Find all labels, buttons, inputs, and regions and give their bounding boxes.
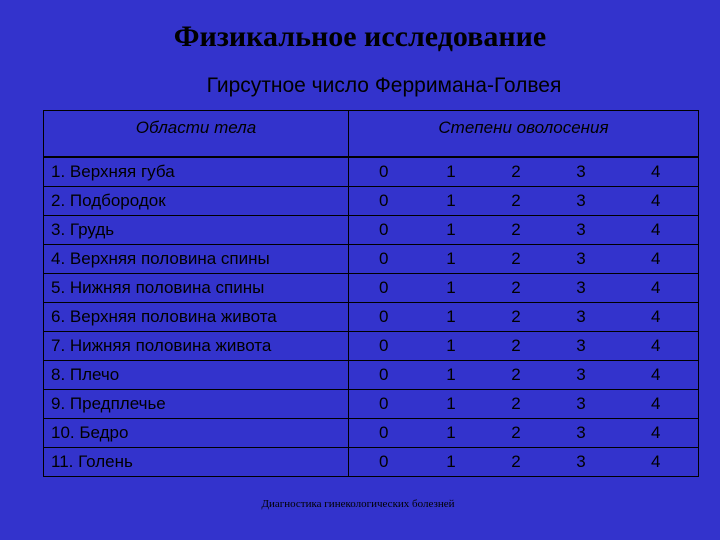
- degree-cell: 0: [349, 216, 419, 245]
- degree-cell: 4: [614, 157, 699, 187]
- body-area-cell: 2. Подбородок: [44, 187, 349, 216]
- table-row: [44, 216, 699, 245]
- body-area-cell: 8. Плечо: [44, 361, 349, 390]
- body-area-cell: 5. Нижняя половина спины: [44, 274, 349, 303]
- degree-cell: 1: [419, 361, 484, 390]
- degree-cell: 0: [349, 390, 419, 419]
- table-row: [44, 187, 699, 216]
- table-row: [44, 157, 699, 187]
- body-area-cell: 1. Верхняя губа: [44, 157, 349, 187]
- degree-cell: 4: [614, 332, 699, 361]
- degree-cell: 1: [419, 332, 484, 361]
- table-row: [44, 303, 699, 332]
- header-degrees: Степени оволосения: [349, 111, 699, 158]
- degree-cell: 0: [349, 448, 419, 477]
- degree-cell: 0: [349, 332, 419, 361]
- degree-cell: 1: [419, 448, 484, 477]
- table-row: [44, 245, 699, 274]
- degree-cell: 1: [419, 216, 484, 245]
- degree-cell: 0: [349, 419, 419, 448]
- degree-cell: 3: [549, 390, 614, 419]
- hirsutism-table: [43, 110, 699, 477]
- degree-cell: 1: [419, 187, 484, 216]
- degree-cell: 2: [484, 216, 549, 245]
- degree-cell: 4: [614, 448, 699, 477]
- degree-cell: 4: [614, 187, 699, 216]
- table-row: [44, 419, 699, 448]
- degree-cell: 3: [549, 187, 614, 216]
- degree-cell: 4: [614, 303, 699, 332]
- degree-cell: 2: [484, 390, 549, 419]
- degree-cell: 2: [484, 361, 549, 390]
- degree-cell: 4: [614, 216, 699, 245]
- degree-cell: 0: [349, 157, 419, 187]
- degree-cell: 3: [549, 274, 614, 303]
- table-row: [44, 274, 699, 303]
- body-area-cell: 6. Верхняя половина живота: [44, 303, 349, 332]
- degree-cell: 0: [349, 187, 419, 216]
- degree-cell: 3: [549, 157, 614, 187]
- degree-cell: 2: [484, 332, 549, 361]
- table-row: [44, 332, 699, 361]
- degree-cell: 2: [484, 157, 549, 187]
- degree-cell: 2: [484, 419, 549, 448]
- degree-cell: 3: [549, 303, 614, 332]
- table-header-row: [44, 111, 699, 158]
- degree-cell: 0: [349, 274, 419, 303]
- table-row: [44, 390, 699, 419]
- degree-cell: 2: [484, 187, 549, 216]
- degree-cell: 3: [549, 361, 614, 390]
- degree-cell: 3: [549, 448, 614, 477]
- table-row: [44, 448, 699, 477]
- header-areas: Области тела: [44, 111, 349, 158]
- degree-cell: 3: [549, 216, 614, 245]
- degree-cell: 3: [549, 419, 614, 448]
- slide-footer: Диагностика гинекологических болезней: [261, 498, 455, 510]
- degree-cell: 4: [614, 390, 699, 419]
- body-area-cell: 7. Нижняя половина живота: [44, 332, 349, 361]
- page-title: Физикальное исследование: [173, 20, 547, 53]
- body-area-cell: 3. Грудь: [44, 216, 349, 245]
- degree-cell: 4: [614, 274, 699, 303]
- page-subtitle: Гирсутное число Ферримана-Голвея: [206, 74, 562, 97]
- body-area-cell: 10. Бедро: [44, 419, 349, 448]
- degree-cell: 1: [419, 157, 484, 187]
- degree-cell: 2: [484, 303, 549, 332]
- degree-cell: 3: [549, 332, 614, 361]
- degree-cell: 0: [349, 303, 419, 332]
- degree-cell: 1: [419, 419, 484, 448]
- degree-cell: 4: [614, 419, 699, 448]
- degree-cell: 1: [419, 390, 484, 419]
- degree-cell: 3: [549, 245, 614, 274]
- degree-cell: 4: [614, 245, 699, 274]
- body-area-cell: 9. Предплечье: [44, 390, 349, 419]
- degree-cell: 2: [484, 245, 549, 274]
- degree-cell: 4: [614, 361, 699, 390]
- degree-cell: 1: [419, 303, 484, 332]
- degree-cell: 0: [349, 245, 419, 274]
- body-area-cell: 4. Верхняя половина спины: [44, 245, 349, 274]
- degree-cell: 2: [484, 448, 549, 477]
- degree-cell: 1: [419, 245, 484, 274]
- body-area-cell: 11. Голень: [44, 448, 349, 477]
- degree-cell: 1: [419, 274, 484, 303]
- degree-cell: 0: [349, 361, 419, 390]
- degree-cell: 2: [484, 274, 549, 303]
- table-row: [44, 361, 699, 390]
